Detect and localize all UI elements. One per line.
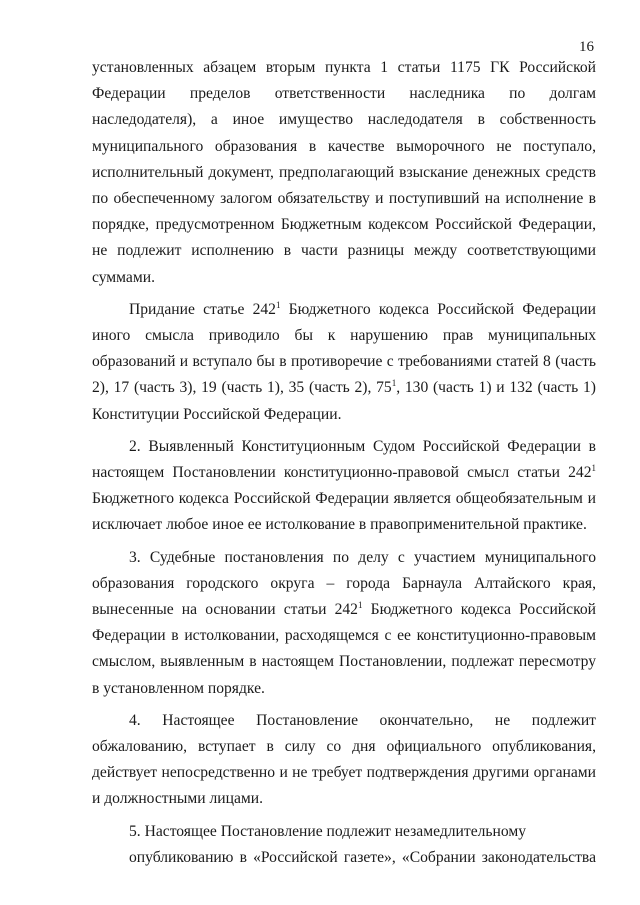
paragraph-text: 2. Выявленный Конституционным Судом Российской Федерации в настоящем Постановлении конституционно-правовой смысл статьи 242	[92, 437, 596, 482]
paragraph-text: 3. Судебные постановления по делу с участием муниципального образования городского округа – города Барнаула Алтайского края, вынесенные на основании статьи 242	[92, 548, 596, 619]
document-body	[92, 55, 596, 871]
article-superscript: 1	[591, 462, 596, 473]
paragraph-text-continued: опубликованию в «Российской газете», «Собрании законодательства	[129, 848, 596, 866]
paragraph-text: Бюджетного кодекса Российской Федерации является общеобязательным и исключает любое иное ее истолкование в правоприменительной практике.	[92, 490, 596, 534]
paragraph-text: Бюджетного кодекса Российской Федерации в истолковании, расходящемся с ее конституционно-правовым смыслом, выявленным в настоящем Постановлении, подлежат пересмотру в установленном порядке.	[92, 601, 597, 697]
paragraph-text: , 130 (часть 1) и 132 (часть 1) Конституции Российской Федерации.	[92, 379, 596, 423]
paragraph-text: установленных абзацем вторым пункта 1 статьи 1175 ГК Российской Федерации пределов ответственности наследника по долгам наследодателя), а иное имущество наследодателя в собственность муниципального образования в качестве выморочного не поступало, исполнительный документ, предполагающий взыскание денежных средств по обеспеченному залогом обязательству и поступивший на исполнение в порядке, предусмотренном Бюджетным кодексом Российской Федерации, не подлежит исполнению в части разницы между соответствующими суммами.	[92, 59, 596, 286]
paragraph-item-5	[92, 819, 596, 871]
paragraph-text: Придание статье 242	[129, 300, 276, 318]
article-superscript: 1	[357, 599, 363, 610]
paragraph-continuation	[92, 55, 596, 291]
paragraph-text: Бюджетного кодекса Российской Федерации иного смысла приводило бы к нарушению прав муниципальных образований и вступало бы в противоречие с требованиями статей 8 (часть 2), 17 (часть 3), 19 (часть 1), 35 (часть 2), 75	[92, 300, 596, 397]
article-superscript: 1	[275, 299, 281, 310]
paragraph-text: 5. Настоящее Постановление подлежит незамедлительному	[129, 822, 527, 840]
paragraph-interpretation	[92, 297, 596, 428]
paragraph-item-2	[92, 434, 596, 539]
paragraph-item-4	[92, 708, 596, 813]
page-number: 16	[579, 39, 594, 55]
paragraph-text: 4. Настоящее Постановление окончательно, не подлежит обжалованию, вступает в силу со дня официального опубликования, действует непосредственно и не требует подтверждения другими органами и должностными лицами.	[92, 711, 596, 808]
paragraph-item-3	[92, 545, 596, 702]
article-superscript: 1	[391, 378, 397, 389]
